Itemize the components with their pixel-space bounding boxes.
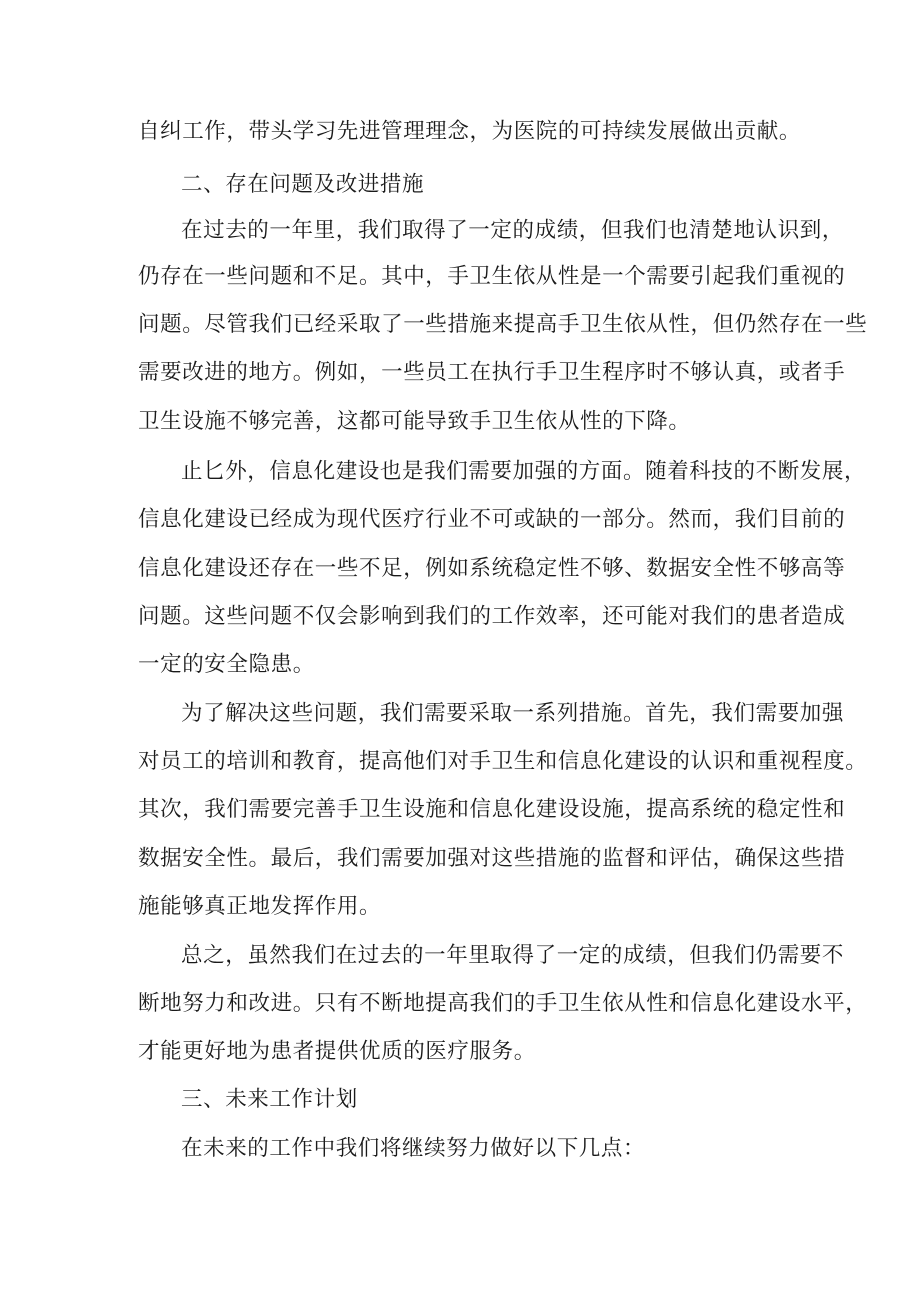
section-heading: 二、存在问题及改进措施 (181, 172, 425, 197)
paragraph-line: 才能更好地为患者提供优质的医疗服务。 (138, 1039, 536, 1064)
paragraph-line: 总之，虽然我们在过去的一年里取得了一定的成绩，但我们仍需要不 (181, 943, 845, 968)
paragraph-line: 卫生设施不够完善，这都可能导致手卫生依从性的下降。 (138, 409, 691, 434)
paragraph-line: 仍存在一些问题和不足。其中，手卫生依从性是一个需要引起我们重视的 (138, 264, 846, 289)
paragraph-line: 信息化建设还存在一些不足，例如系统稳定性不够、数据安全性不够高等 (138, 556, 846, 581)
paragraph-line: 施能够真正地发挥作用。 (138, 894, 382, 919)
paragraph-line: 断地努力和改进。只有不断地提高我们的手卫生依从性和信息化建设水平， (138, 991, 868, 1016)
paragraph-line: 其次，我们需要完善手卫生设施和信息化建设设施，提高系统的稳定性和 (138, 797, 846, 822)
paragraph-line: 对员工的培训和教育，提高他们对手卫生和信息化建设的认识和重视程度。 (138, 749, 868, 774)
paragraph-line: 一定的安全隐患。 (138, 652, 315, 677)
paragraph-line: 信息化建设已经成为现代医疗行业不可或缺的一部分。然而，我们目前的 (138, 507, 846, 532)
paragraph-line: 需要改进的地方。例如，一些员工在执行手卫生程序时不够认真，或者手 (138, 360, 846, 385)
paragraph-line: 为了解决这些问题，我们需要采取一系列措施。首先，我们需要加强 (181, 701, 845, 726)
paragraph-line: 止匕外，信息化建设也是我们需要加强的方面。随着科技的不断发展， (181, 459, 867, 484)
paragraph-line: 在过去的一年里，我们取得了一定的成绩，但我们也清楚地认识到， (181, 218, 845, 243)
paragraph-line: 数据安全性。最后，我们需要加强对这些措施的监督和评估，确保这些措 (138, 846, 846, 871)
paragraph-line: 问题。尽管我们已经采取了一些措施来提高手卫生依从性，但仍然存在一些 (138, 312, 868, 337)
paragraph-line: 问题。这些问题不仅会影响到我们的工作效率，还可能对我们的患者造成 (138, 604, 846, 629)
paragraph-line: 在未来的工作中我们将继续努力做好以下几点： (181, 1136, 646, 1161)
section-heading: 三、未来工作计划 (181, 1087, 358, 1112)
paragraph-line: 自纠工作，带头学习先进管理理念，为医院的可持续发展做出贡献。 (138, 119, 802, 144)
